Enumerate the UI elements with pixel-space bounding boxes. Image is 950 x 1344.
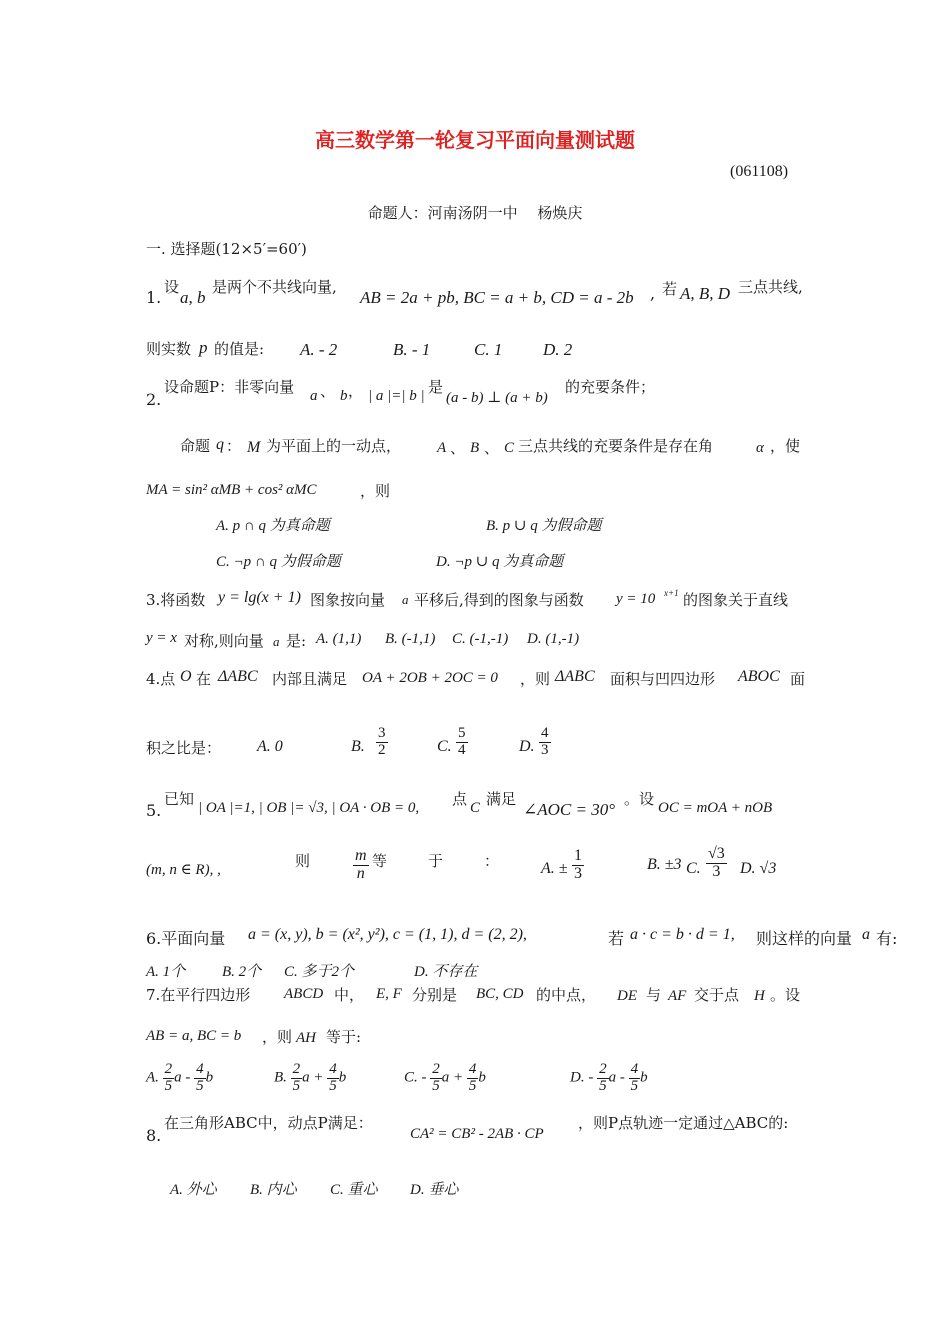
q1-comma: ,	[650, 284, 656, 303]
q1-option-b[interactable]: B. - 1	[393, 340, 431, 359]
q4-frac-d: $\frac{4}{3}$	[541, 725, 549, 758]
q4-O: O	[180, 668, 192, 685]
q7-text-b: 中，	[334, 986, 365, 1004]
q2-A: A	[437, 440, 447, 456]
q5-condition: | OA |=1, | OB |= √3, | OA · OB = 0,	[198, 800, 420, 816]
q2-option-c[interactable]: C. ¬p ∩ q 为假命题	[216, 554, 341, 570]
q3-option-b[interactable]: B. (-1,1)	[385, 631, 436, 647]
q2-end: 的充要条件；	[565, 378, 656, 396]
q7-text-h: 等于:	[326, 1028, 362, 1046]
q4-formula: OA + 2OB + 2OC = 0	[362, 670, 498, 686]
q3-func2: y = 10	[616, 591, 656, 607]
q1-formula: AB = 2a + pb, BC = a + b, CD = a - 2b	[360, 288, 634, 307]
q4-option-b[interactable]: B.	[351, 738, 365, 755]
q7-text-e: 与	[646, 986, 662, 1004]
q4-text-d: ，则	[520, 670, 551, 688]
q2-l2-d: 三点共线的充要条件是存在角	[518, 437, 714, 455]
q8-option-c[interactable]: C. 重心	[330, 1182, 378, 1198]
q1-mid: 是两个不共线向量,	[212, 278, 337, 296]
section-heading: 一. 选择题(12×5′=60′)	[146, 240, 307, 258]
q3-vec-a2: a	[273, 634, 280, 649]
q3-option-c[interactable]: C. (-1,-1)	[452, 631, 509, 647]
q2-formula: MA = sin² αMB + cos² αMC	[146, 482, 317, 498]
q6-formula: a = (x, y), b = (x², y²), c = (1, 1), d = (2, 2),	[248, 926, 527, 943]
q3-option-a[interactable]: A. (1,1)	[316, 631, 362, 647]
q2-l2-a: 命题	[180, 437, 211, 455]
q1-option-d[interactable]: D. 2	[543, 340, 573, 359]
q2-vec-b: b	[340, 388, 348, 404]
q4-text-e: 面积与凹四边形	[610, 670, 716, 688]
q1-vars: a, b	[180, 288, 206, 307]
q2-alpha: α	[756, 440, 764, 456]
q2-l2-e: ，使	[770, 437, 801, 455]
q8-option-d[interactable]: D. 垂心	[410, 1182, 459, 1198]
q1-p: p	[199, 338, 208, 357]
q1-ruo: 若	[662, 280, 678, 298]
q5-line2: (m, n ∈ R), ,	[146, 862, 221, 878]
q7-af: AF	[668, 988, 687, 1004]
q2-M: M	[247, 439, 261, 456]
q2-sep1: 、	[320, 382, 336, 400]
q3-option-d[interactable]: D. (1,-1)	[527, 631, 580, 647]
q3-func1: y = lg(x + 1)	[218, 589, 301, 606]
q2-condition: | a |=| b |	[368, 388, 425, 404]
doc-code: (061108)	[730, 163, 789, 180]
q2-option-b[interactable]: B. p ∪ q 为假命题	[486, 518, 602, 534]
q4-line2: 积之比是：	[146, 739, 222, 757]
q8-text-a: 在三角形ABC中，动点P满足：	[164, 1114, 373, 1132]
q2-l2-b: ：	[226, 437, 242, 455]
q2-then: ，则	[360, 482, 391, 500]
q5-option-a[interactable]: A. ±	[541, 860, 568, 877]
q2-option-d[interactable]: D. ¬p ∪ q 为真命题	[436, 554, 564, 570]
q5-frac-c: $\frac{√3}{3}$	[708, 845, 725, 880]
q2-sepB: 、	[484, 439, 500, 457]
q4-triangle: ΔABC	[218, 668, 258, 685]
q2-B: B	[470, 440, 480, 456]
q5-point: 点	[452, 790, 468, 808]
q4-text-b: 在	[196, 670, 212, 688]
q8-text-b: ，则P点轨迹一定通过△ABC的:	[578, 1114, 789, 1132]
q2-perp: (a - b) ⊥ (a + b)	[446, 390, 548, 406]
q6-option-c[interactable]: C. 多于2个	[284, 964, 355, 980]
q5-option-d[interactable]: D. √3	[740, 860, 777, 877]
q2-q: q	[216, 436, 224, 453]
q2-number: 2.	[146, 390, 162, 409]
q1-line2: 则实数	[146, 340, 192, 358]
q4-text-c: 内部且满足	[272, 670, 348, 688]
q3-text-b: 图象按向量	[310, 591, 386, 609]
q3-text-a: 3.将函数	[146, 591, 206, 609]
q3-text-f: 是:	[286, 632, 307, 650]
page-title: 高三数学第一轮复习平面向量测试题	[315, 128, 635, 152]
q5-angle: ∠AOC = 30°	[523, 800, 616, 819]
q2-sep2: ，	[348, 382, 364, 400]
q4-text-f: 面	[790, 670, 806, 688]
q5-number: 5.	[146, 801, 162, 820]
q7-option-c[interactable]: C. - $\frac{2}{5}$ a + $\frac{4}{5}$ b	[404, 1061, 486, 1094]
q6-option-a[interactable]: A. 1个	[146, 964, 186, 980]
q2-C: C	[504, 440, 515, 456]
q7-ah: AH	[296, 1030, 316, 1046]
q1-number: 1.	[146, 288, 162, 307]
q7-given: AB = a, BC = b	[146, 1028, 242, 1044]
q5-oc: OC = mOA + nOB	[658, 800, 773, 816]
q6-option-d[interactable]: D. 不存在	[414, 964, 478, 980]
q7-option-b[interactable]: B. $\frac{2}{5}$ a + $\frac{4}{5}$ b	[274, 1061, 347, 1094]
q5-mark: 。设	[624, 790, 655, 808]
q5-known: 已知	[164, 790, 195, 808]
q6-option-b[interactable]: B. 2个	[222, 964, 262, 980]
q7-text-a: 7.在平行四边形	[146, 986, 251, 1004]
q4-option-c[interactable]: C.	[437, 738, 452, 755]
q5-then: 则	[295, 852, 311, 870]
q1-end: 三点共线,	[738, 278, 803, 296]
q7-ef: E, F	[376, 986, 402, 1002]
q6-text-c: 则这样的向量	[756, 929, 853, 948]
q2-text-a: 设命题P：非零向量	[164, 378, 295, 396]
q3-vec-a: a	[402, 592, 409, 607]
q5-frac-a: $\frac{1}{3}$	[574, 847, 582, 882]
q4-frac-b: $\frac{3}{2}$	[378, 725, 386, 758]
q4-option-d[interactable]: D.	[519, 738, 535, 755]
q1-option-a[interactable]: A. - 2	[300, 340, 338, 359]
q7-text-d: 的中点，	[536, 986, 597, 1004]
q6-condition: a · c = b · d = 1,	[630, 926, 735, 943]
q2-vec-a: a	[310, 388, 318, 404]
q3-text-e: 对称,则向量	[184, 632, 264, 650]
q4-option-a[interactable]: A. 0	[257, 738, 283, 755]
q7-de: DE	[617, 988, 637, 1004]
q2-is: 是	[428, 378, 444, 396]
q6-text-d: 有:	[876, 929, 898, 948]
q7-text-f: 交于点	[694, 986, 740, 1004]
q6-text-a: 6.平面向量	[146, 929, 226, 948]
q6-text-b: 若	[608, 929, 625, 948]
q1-option-c[interactable]: C. 1	[474, 340, 503, 359]
q4-frac-c: $\frac{5}{4}$	[458, 725, 466, 758]
q8-formula: CA² = CB² - 2AB · CP	[410, 1126, 544, 1142]
q4-text-a: 4.点	[146, 670, 176, 688]
q7-abcd: ABCD	[284, 986, 324, 1002]
q7-text-g: 。设	[770, 986, 801, 1004]
q5-colon: ：	[484, 852, 500, 870]
q8-option-b[interactable]: B. 内心	[250, 1182, 297, 1198]
q7-then: ，则	[262, 1028, 293, 1046]
q1-line2b: 的值是:	[214, 340, 265, 358]
q4-quad: ABOC	[738, 668, 780, 685]
q8-number: 8.	[146, 1126, 162, 1145]
q5-option-b[interactable]: B. ±3	[647, 856, 682, 873]
q5-frac-mn: $\frac{m}{n}$	[355, 847, 367, 882]
q3-exponent: x+1	[664, 588, 679, 598]
q2-l2-c: 为平面上的一动点，	[266, 437, 402, 455]
q6-vec-a: a	[862, 926, 870, 943]
q1-points: A, B, D	[680, 284, 731, 303]
q4-triangle2: ΔABC	[555, 668, 595, 685]
q2-option-a[interactable]: A. p ∩ q 为真命题	[216, 518, 330, 534]
q1-pre: 设	[164, 278, 180, 296]
q7-option-d[interactable]: D. - $\frac{2}{5}$ a - $\frac{4}{5}$ b	[570, 1061, 648, 1094]
q8-option-a[interactable]: A. 外心	[170, 1182, 217, 1198]
q5-C: C	[470, 800, 481, 816]
q5-option-c[interactable]: C.	[686, 860, 701, 877]
author-line: 命题人：河南汤阴一中 杨焕庆	[367, 204, 583, 222]
q3-text-d: 的图象关于直线	[683, 591, 789, 609]
q7-text-c: 分别是	[412, 986, 458, 1004]
q3-text-c: 平移后,得到的图象与函数	[414, 591, 584, 609]
q5-eq: 等	[372, 852, 388, 870]
q5-yu: 于	[428, 852, 444, 870]
q3-line: y = x	[146, 630, 177, 646]
q5-satisfy: 满足	[486, 790, 517, 808]
q2-sepA: 、	[450, 439, 466, 457]
q7-option-a[interactable]: A. $\frac{2}{5}$ a - $\frac{4}{5}$ b	[146, 1061, 214, 1094]
q7-h: H	[754, 988, 765, 1004]
q7-bccd: BC, CD	[476, 986, 524, 1002]
